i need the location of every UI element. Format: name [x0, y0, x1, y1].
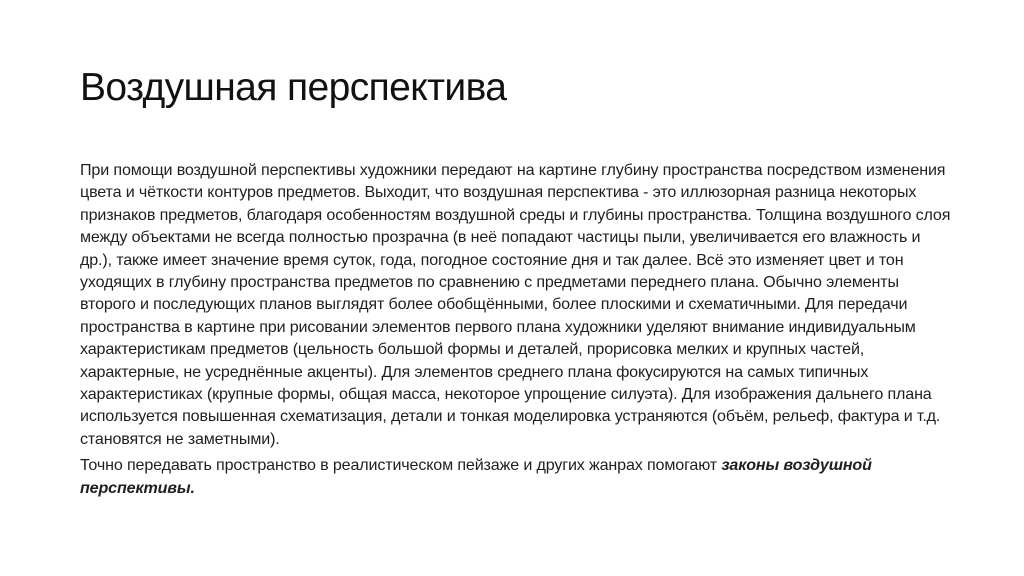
body-paragraph: При помощи воздушной перспективы художники передают на картине глубину пространства посредством изменения цвета и чёткости контуров предметов. Выходит, что воздушная перспектива - это иллюзорная разница некоторых признаков предметов, благодаря особенностям воздушной среды и глубины пространства. Толщина воздушного слоя между объектами не всегда полностью прозрачна (в неё попадают частицы пыли, увеличивается его влажность и др.), также имеет значение время суток, года, погодное состояние дня и так далее. Всё это изменяет цвет и тон уходящих в глубину пространства предметов по сравнению с предметами переднего плана. Обычно элементы второго и последующих планов выглядят более обобщёнными, более плоскими и схематичными. Для передачи пространства в картине при рисовании элементов первого плана художники уделяют внимание индивидуальным характеристикам предметов (цельность большой формы и деталей, прорисовка мелких и крупных частей, характерные, не усреднённые акценты). Для элементов среднего плана фокусируются на самых типичных характеристиках (крупные формы, общая масса, некоторое упрощение силуэта). Для изображения дальнего плана используется повышенная схематизация, детали и тонкая моделировка устраняются (объём, рельеф, фактура и т.д. становятся не заметными). — [80, 161, 951, 448]
closing-paragraph — [80, 454, 952, 499]
slide-body — [80, 159, 952, 499]
slide-title: Воздушная перспектива — [80, 66, 507, 109]
closing-paragraph-text: Точно передавать пространство в реалистическом пейзаже и других жанрах помогают — [80, 456, 722, 475]
emphasized-term: законы воздушной перспективы. — [80, 456, 872, 497]
